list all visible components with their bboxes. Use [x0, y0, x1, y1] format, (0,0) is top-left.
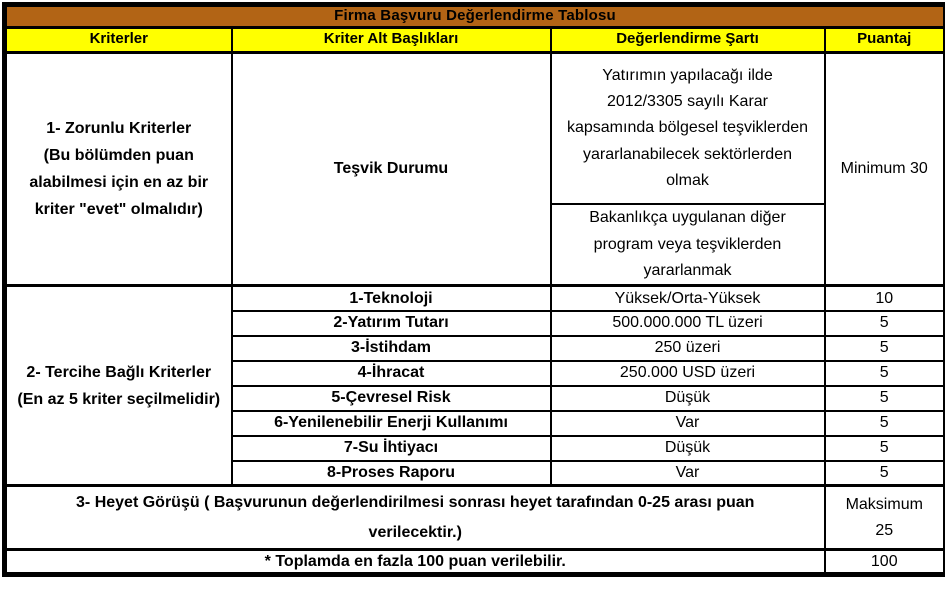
criterion-label: 5-Çevresel Risk	[232, 386, 551, 411]
mandatory-criteria-cell	[5, 52, 232, 286]
header-sub-criteria: Kriter Alt Başlıkları	[232, 27, 551, 52]
optional-criteria-row	[5, 286, 945, 311]
committee-points-label: Maksimum	[845, 496, 923, 514]
mandatory-condition-1-cell: Yatırımın yapılacağı ilde 2012/3305 sayılı Karar kapsamında bölgesel teşviklerden yararlanabilecek sektörlerden olmak	[551, 52, 825, 204]
mandatory-criteria-note: (Bu bölümden puan alabilmesi için en az bir kriter "evet" olmalıdır)	[29, 146, 209, 219]
total-note-cell: * Toplamda en fazla 100 puan verilebilir.	[5, 550, 825, 575]
criterion-label: 4-İhracat	[232, 361, 551, 386]
mandatory-criteria-name: 1- Zorunlu Kriterler	[46, 119, 192, 137]
criterion-label: 1-Teknoloji	[232, 286, 551, 311]
mandatory-subtopic-cell: Teşvik Durumu	[232, 52, 551, 286]
mandatory-criteria-row-1	[5, 52, 945, 204]
column-header-row	[5, 27, 945, 52]
criterion-points: 5	[825, 311, 945, 336]
criterion-label: 2-Yatırım Tutarı	[232, 311, 551, 336]
table-title: Firma Başvuru Değerlendirme Tablosu	[5, 5, 945, 28]
criterion-condition: Düşük	[551, 386, 825, 411]
header-criteria: Kriterler	[5, 27, 232, 52]
criterion-condition: 250 üzeri	[551, 336, 825, 361]
committee-row	[5, 486, 945, 550]
criterion-points: 5	[825, 461, 945, 486]
criterion-points: 5	[825, 411, 945, 436]
criterion-points: 5	[825, 436, 945, 461]
header-points: Puantaj	[825, 27, 945, 52]
committee-points-cell	[825, 486, 945, 550]
criterion-label: 3-İstihdam	[232, 336, 551, 361]
criterion-condition: Var	[551, 461, 825, 486]
criterion-condition: Var	[551, 411, 825, 436]
criterion-points: 5	[825, 386, 945, 411]
criterion-points: 5	[825, 336, 945, 361]
committee-text-cell: 3- Heyet Görüşü ( Başvurunun değerlendirilmesi sonrası heyet tarafından 0-25 arası puan verilecektir.)	[5, 486, 825, 550]
criterion-label: 6-Yenilenebilir Enerji Kullanımı	[232, 411, 551, 436]
total-points-cell: 100	[825, 550, 945, 575]
header-condition: Değerlendirme Şartı	[551, 27, 825, 52]
optional-criteria-cell	[5, 286, 232, 486]
criterion-label: 8-Proses Raporu	[232, 461, 551, 486]
optional-criteria-note: (En az 5 kriter seçilmelidir)	[17, 390, 221, 408]
criterion-condition: 500.000.000 TL üzeri	[551, 311, 825, 336]
mandatory-condition-2-cell: Bakanlıkça uygulanan diğer program veya teşviklerden yararlanmak	[551, 204, 825, 286]
mandatory-points-cell: Minimum 30	[825, 52, 945, 286]
criterion-label: 7-Su İhtiyacı	[232, 436, 551, 461]
criterion-points: 10	[825, 286, 945, 311]
firm-application-evaluation-table	[2, 2, 945, 577]
criterion-condition: Düşük	[551, 436, 825, 461]
criterion-condition: Yüksek/Orta-Yüksek	[551, 286, 825, 311]
criterion-condition: 250.000 USD üzeri	[551, 361, 825, 386]
optional-criteria-name: 2- Tercihe Bağlı Kriterler	[26, 363, 212, 381]
committee-points-value: 25	[875, 521, 894, 539]
criterion-points: 5	[825, 361, 945, 386]
total-row	[5, 550, 945, 575]
table-title-row	[5, 5, 945, 28]
